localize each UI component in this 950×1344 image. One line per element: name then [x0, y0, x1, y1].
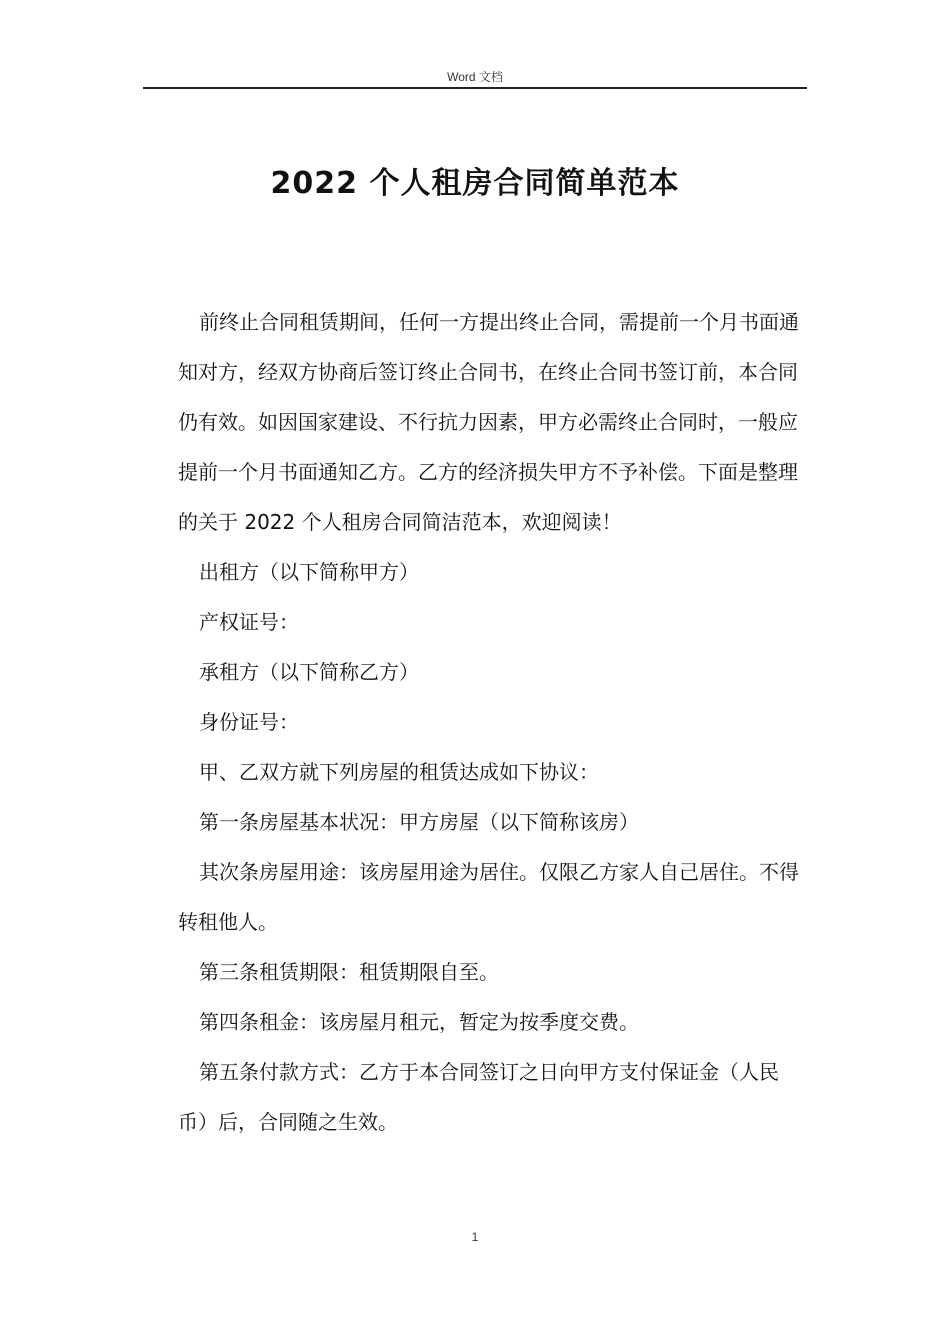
- paragraph-article-2: 其次条房屋用途：该房屋用途为居住。仅限乙方家人自己居住。不得转租他人。: [178, 860, 799, 934]
- paragraph-intro: 前终止合同租赁期间，任何一方提出终止合同，需提前一个月书面通知对方，经双方协商后签订终止合同书，在终止合同书签订前，本合同仍有效。如因国家建设、不行抗力因素，甲方必需终止合同时，一般应提前一个月书面通知乙方。乙方的经济损失甲方不予补偿。下面是整理的关于 2022 个人租房合同简洁范本，欢迎阅读！: [178, 310, 799, 534]
- paragraph-article-4: 第四条租金：该房屋月租元，暂定为按季度交费。: [199, 1010, 639, 1034]
- document-body: [178, 297, 808, 1147]
- header-label: Word 文档: [447, 70, 503, 84]
- paragraph-id-number: 身份证号：: [199, 710, 299, 734]
- paragraph-lessee: 承租方（以下简称乙方）: [199, 660, 419, 684]
- header-divider: [143, 87, 807, 89]
- paragraph-article-3: 第三条租赁期限：租赁期限自至。: [199, 960, 499, 984]
- paragraph-property-cert: 产权证号：: [199, 610, 299, 634]
- page-number: 1: [471, 1230, 479, 1244]
- document-title: 2022 个人租房合同简单范本: [270, 166, 680, 201]
- paragraph-article-1: 第一条房屋基本状况：甲方房屋（以下简称该房）: [199, 810, 639, 834]
- paragraph-article-5: 第五条付款方式：乙方于本合同签订之日向甲方支付保证金（人民币）后，合同随之生效。: [178, 1060, 779, 1134]
- paragraph-lessor: 出租方（以下简称甲方）: [199, 560, 419, 584]
- paragraph-agreement: 甲、乙双方就下列房屋的租赁达成如下协议：: [199, 760, 599, 784]
